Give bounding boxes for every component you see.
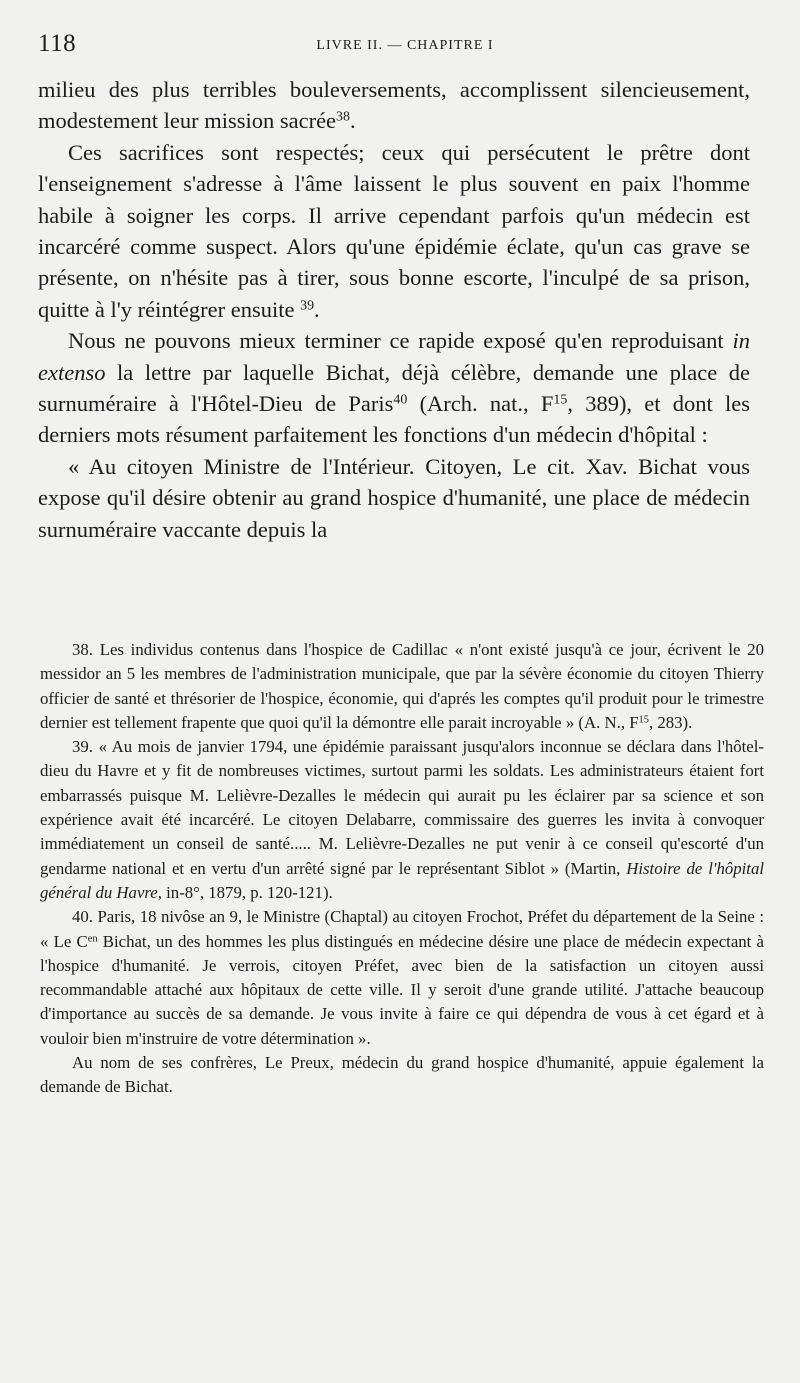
paragraph-letter: « Au citoyen Ministre de l'Intérieur. Citoyen, Le cit. Xav. Bichat vous expose qu'il désire obtenir au grand hospice d'humanité, une place de médecin surnuméraire vaccante depuis la <box>38 453 750 542</box>
footnote-ref-40[interactable]: 40 <box>393 392 408 408</box>
italic-phrase: in extenso <box>38 328 750 385</box>
page-number: 118 <box>38 30 77 57</box>
page-header <box>38 30 762 60</box>
paragraph-continuation: milieu des plus terribles bouleversements, accomplissent silencieusement, modestement leur mission sacrée$^{38}$. <box>38 77 750 134</box>
main-text <box>38 74 750 545</box>
footnotes <box>40 638 764 1100</box>
footnote-38: 38. Les individus contenus dans l'hospice de Cadillac « n'ont existé jusqu'à ce jour, écrivent le 20 messidor an 5 les membres de l'administration municipale, que par la sévère économie du citoyen Thierry officier de santé et thrésorier de l'hospice, économie, qui d'aprés les comptes qu'il produit pour le trimestre dernier est tellement frapente que quoi qu'il la démontre elle parait incroyable » (A. N., $F^{15}$, 283). <box>40 640 764 732</box>
citation-title: Histoire de l'hôpital général du Havre <box>40 858 765 902</box>
running-head: LIVRE II. — CHAPITRE I <box>316 38 494 53</box>
paragraph-sacrifices: Ces sacrifices sont respectés; ceux qui persécutent le prêtre dont l'enseignement s'adresse à l'âme laissent le plus souvent en paix l'homme habile à soigner les corps. Il arrive cependant parfois qu'un médecin est incarcéré comme suspect. Alors qu'une épidémie éclate, qu'un cas grave se présente, on n'hésite pas à tirer, sous bonne escorte, l'inculpé de sa prison, quitte à l'y réintégrer ensuite $^{39}$. <box>38 139 750 322</box>
footnote-40-continuation: Au nom de ses confrères, Le Preux, médecin du grand hospice d'humanité, appuie également la demande de Bichat. <box>40 1053 764 1097</box>
paragraph-conclusion: Nous ne pouvons mieux terminer ce rapide exposé qu'en reproduisant in extenso la lettre par laquelle Bichat, déjà célèbre, demande une place de surnuméraire à l'Hôtel-Dieu de Paris$^{40}$ (Arch. nat., $F^{15}$, 389), et dont les derniers mots résument parfaitement les fonctions d'un médecin d'hôpital : <box>38 328 750 448</box>
footnote-40: 40. Paris, 18 nivôse an 9, le Ministre (Chaptal) au citoyen Frochot, Préfet du département de la Seine : « Le $C^{en}$ Bichat, un des hommes les plus distingués en médecine désire une place de médecin expectant à l'hospice d'humanité. Je verrois, citoyen Préfet, avec bien de la satisfaction un citoyen aussi recommandable attaché aux hôpitaux de cette ville. Il y seroit d'une grande utilité. J'attache beaucoup d'importance au succès de sa demande. Je vous invite à faire ce qui dépendra de vous à cet égard et à vouloir bien m'instruire de votre détermination ». <box>40 907 764 1048</box>
footnote-ref-39[interactable]: 39 <box>300 298 315 314</box>
footnote-ref-38[interactable]: 38 <box>336 109 350 125</box>
footnote-39: 39. « Au mois de janvier 1794, une épidémie paraissant jusqu'alors inconnue se déclara dans l'hôtel-dieu du Havre et y fit de nombreuses victimes, surtout parmi les soldats. Les administrateurs étaient fort embarrassés puisque M. Lelièvre-Dezalles le médecin qui aurait pu les éclairer par sa science et son expérience avait été incarcéré. Le citoyen Delabarre, commissaire des guerres les invita à convoquer immédiatement un conseil de santé..... M. Lelièvre-Dezalles ne put venir à ce conseil qu'escorté d'un gendarme national et en vertu d'un arrêté signé par le représentant Siblot » (Martin, Histoire de l'hôpital général du Havre, in-8°, 1879, p. 120-121). <box>40 737 765 902</box>
